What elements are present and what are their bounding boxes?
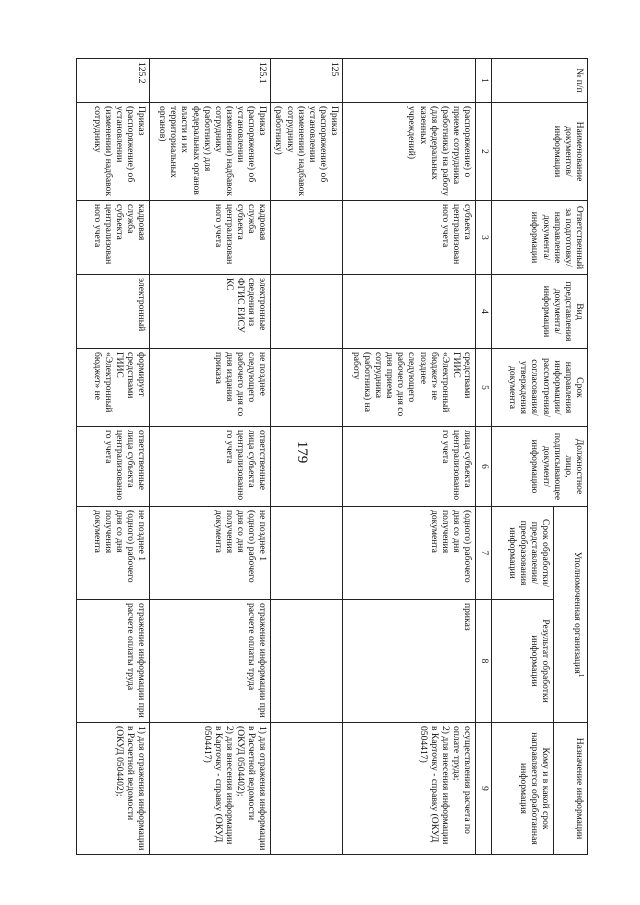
header-row-top bbox=[554, 59, 588, 855]
header-num: № п/п bbox=[492, 59, 588, 103]
row-responsible bbox=[271, 201, 343, 275]
row-purpose bbox=[271, 723, 343, 855]
header-responsible: Ответственный за подготовку/ направление документа/ информации bbox=[492, 201, 588, 275]
table-row bbox=[77, 59, 150, 855]
row-processing: не позднее 1 (одного) рабочего дня со дня получения документа bbox=[77, 507, 150, 600]
header-purpose-top: Назначение информации bbox=[554, 723, 588, 855]
header-org-group-label: Уполномоченная организация bbox=[571, 551, 583, 674]
row-processing bbox=[271, 507, 343, 600]
header-org-footnote: 1 bbox=[577, 673, 585, 678]
column-number: 9 bbox=[476, 723, 492, 855]
rotated-table-area bbox=[80, 58, 588, 854]
header-purpose: Кому и в какой срок направляется обработанная информация bbox=[492, 723, 554, 855]
row-name: (распоряжение) о приеме сотрудника (работника) на работу (для федеральных казенных учреждений) bbox=[343, 103, 476, 201]
row-processing: не позднее 1 (одного) рабочего дня со дня получения документа bbox=[150, 507, 271, 600]
column-number: 2 bbox=[476, 103, 492, 201]
document-table bbox=[76, 58, 588, 855]
column-number: 4 bbox=[476, 275, 492, 349]
row-num bbox=[343, 59, 476, 103]
row-num: 125.2 bbox=[77, 59, 150, 103]
column-number: 5 bbox=[476, 349, 492, 427]
row-num: 125.1 bbox=[150, 59, 271, 103]
column-number: 1 bbox=[476, 59, 492, 103]
row-view bbox=[271, 275, 343, 349]
row-term bbox=[271, 349, 343, 427]
column-number: 3 bbox=[476, 201, 492, 275]
row-name: Приказ (распоряжение) об установлении (изменении) надбавок сотруднику (работнику) bbox=[271, 103, 343, 201]
row-official bbox=[271, 427, 343, 507]
row-purpose: 1) для отражения информации в Расчетной ведомости (ОКУД 0504402); bbox=[77, 723, 150, 855]
row-responsible: кадровая служба субъекта централизован ного учета bbox=[77, 201, 150, 275]
row-purpose: 1) для отражения информации в Расчетной ведомости (ОКУД 0504402); 2) для внесения информации в Карточку - справку (ОКУД 0504417) bbox=[150, 723, 271, 855]
header-term: Срок направления информации/ рассмотрения/ согласования/ утверждения документа bbox=[492, 349, 588, 427]
column-number: 6 bbox=[476, 427, 492, 507]
table-row bbox=[343, 59, 476, 855]
row-term: не позднее следующего рабочего дня со дня издания приказа bbox=[150, 349, 271, 427]
table-row bbox=[150, 59, 271, 855]
row-responsible: субъекта централизован ного учета bbox=[343, 201, 476, 275]
column-number: 8 bbox=[476, 600, 492, 723]
header-org-group bbox=[554, 507, 588, 723]
column-number: 7 bbox=[476, 507, 492, 600]
row-view: электронные сведения из ФГИС ЕИСУ КС bbox=[150, 275, 271, 349]
row-responsible: кадровая служба субъекта централизован ного учета bbox=[150, 201, 271, 275]
header-name: Наименование документов/ информации bbox=[492, 103, 588, 201]
table-row bbox=[271, 59, 343, 855]
row-official: лица субъекта централизованно го учета bbox=[343, 427, 476, 507]
page-number: 179 bbox=[294, 440, 310, 464]
header-result: Результат обработки информации bbox=[492, 600, 554, 723]
row-view: электронный bbox=[77, 275, 150, 349]
row-term: формирует средствами ГИИС «Электронный бюджет» не bbox=[77, 349, 150, 427]
row-result: отражение информации при расчете оплаты труда bbox=[77, 600, 150, 723]
header-processing: Срок обработки/ представления/ преобразования информации bbox=[492, 507, 554, 600]
row-name: Приказ (распоряжение) об установлении (изменении) надбавок сотруднику (работнику) для федеральных органов власти и их территориальных органов) bbox=[150, 103, 271, 201]
row-view bbox=[343, 275, 476, 349]
row-processing: (одного) рабочего дня со дня получения документа bbox=[343, 507, 476, 600]
row-num: 125 bbox=[271, 59, 343, 103]
row-official: ответственные лица субъекта централизованно го учета bbox=[150, 427, 271, 507]
row-result: приказ bbox=[343, 600, 476, 723]
header-official: Должностное лицо, подписывающее документ/ информацию bbox=[492, 427, 588, 507]
header-view: Вид представления документа/ информации bbox=[492, 275, 588, 349]
row-purpose: осуществления расчета по оплате труда; 2) для внесения информации в Карточку - справку (ОКУД 0504417) bbox=[343, 723, 476, 855]
row-official: ответственные лица субъекта централизованно го учета bbox=[77, 427, 150, 507]
row-result: отражение информации при расчете оплаты труда bbox=[150, 600, 271, 723]
row-name: Приказ (распоряжение) об установлении (изменении) надбавок сотруднику bbox=[77, 103, 150, 201]
row-term: средствами ГИИС «Электронный бюджет» не позднее следующего рабочего дня со дня приема сотрудника (работника) на работу bbox=[343, 349, 476, 427]
column-number-row bbox=[476, 59, 492, 855]
row-result bbox=[271, 600, 343, 723]
